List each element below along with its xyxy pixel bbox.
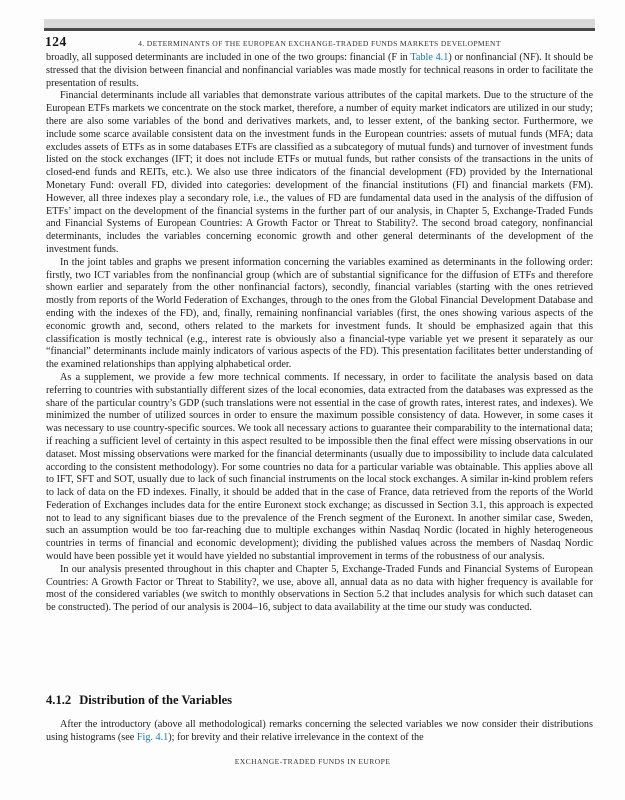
paragraph-supplement: As a supplement, we provide a few more technical comments. If necessary, in order to facilitate the analysis based on data referring to countries with substantially different sizes of the local economies, data extracted from the databases was expressed as the share of the particular country’s GDP (such translations were not essential in the case of growth rates, interest rates, and indexes). We minimized the number of utilized sources in order to ensure the maximum possible consistency of data. However, in some cases it was necessary to use country-specific sources. We took all necessary actions to guarantee their comparability to the international data; if reaching a sufficient level of certainty in this aspect resulted to be impossible then the final effect were missing observations in our dataset. Most missing observations were marked for the financial determinants (usually due to impossibility to include data calculated according to the consistent methodology). For some countries no data for a particular variable was obtainable. This applies above all to IFT, SFT and SOT, usually due to lack of such financial instruments on the local stock exchanges. A similar in-kind problem refers to lack of data on the FD indexes. Finally, it should be added that in the case of France, data retrieved from the reports of the World Federation of Exchanges includes data for the entire Euronext stock exchange; as discussed in Section 3.1, this approach is expected not to lead to any significant biases due to the prevalence of the French segment of the Euronext. In another similar case, Sweden, such an assumption would be too far-reaching due to multiple exchanges within Nasdaq Nordic (located in highly heterogeneous countries in terms of financial and economic development); dividing the published values across the members of Nasdaq Nordic would have been possible yet it would have yielded no substantial improvement in terms of the robustness of our analysis. — [46, 371, 593, 563]
table-4-1-link[interactable]: Table 4.1 — [410, 52, 449, 63]
body-text — [46, 52, 593, 615]
section-4-1-2 — [46, 694, 593, 744]
paragraph-text: broadly, all supposed determinants are included in one of the two groups: financial (F in — [46, 52, 411, 63]
paragraph-continuation — [46, 52, 593, 90]
paragraph-distribution-intro — [46, 719, 593, 745]
running-head: 4. DETERMINANTS OF THE EUROPEAN EXCHANGE-TRADED FUNDS MARKETS DEVELOPMENT — [138, 39, 501, 48]
paragraph-joint-tables: In the joint tables and graphs we present information concerning the variables examined as determinants in the following order: firstly, two ICT variables from the nonfinancial group (which are of substantial significance for the diffusion of ETFs and therefore shown earlier and separately from the other nonfinancial factors), secondly, financial variables (starting with the ones retrieved mostly from reports of the World Federation of Exchanges, through to the ones from the Global Financial Development Database and ending with the indexes of the FD), and, finally, remaining nonfinancial variables (first, the ones showing various aspects of the economic growth and, second, others related to the markets for investment funds. It should be emphasized again that this classification is mostly technical (e.g., interest rate is obviously also a financial-type variable yet we present it separately as our “financial” determinants include mainly indicators of various aspects of the FD). This presentation facilitates better understanding of the examined relationships than applying alphabetical order. — [46, 256, 593, 371]
paragraph-text: After the introductory (above all methodological) remarks concerning the selected variables we now consider their distributions using histograms (see — [46, 718, 593, 743]
section-title: Distribution of the Variables — [79, 693, 233, 707]
header-bar — [44, 19, 595, 31]
section-number: 4.1.2 — [46, 693, 72, 707]
running-footer: EXCHANGE-TRADED FUNDS IN EUROPE — [234, 757, 391, 766]
paragraph-text: ) or nonfinancial (NF). It should be stressed that the division between financial and nonfinancial variables was made mostly for technical reasons in order to facilitate the presentation of results. — [46, 52, 593, 89]
paragraph-financial-determinants: Financial determinants include all variables that demonstrate various attributes of the capital markets. Due to the structure of the European ETFs markets we concentrate on the stock market, therefore, a number of equity market indicators are utilized in our study; there are also some variables of the bond and derivatives markets, and, to lesser extent, of the banking sector. Furthermore, we include some scarce available consistent data on the investment funds in the European countries: assets of mutual funds (MFA; data excludes assets of ETFs as in some databases ETFs are classified as a subcategory of mutual funds) and turnover of investment funds listed on the stock exchanges (IFT; it does not include ETFs or mutual funds, but rather consists of the transactions in the units of closed-end funds and REITs, etc.). We also use three indicators of the financial development (FD) provided by the International Monetary Fund: overall FD, divided into categories: development of the financial institutions (FI) and financial markets (FM). However, all three indexes play a secondary role, i.e., the values of FD are fundamental data used in the analysis of the diffusion of ETFs’ impact on the development of the financial systems in the further part of our analysis, in Chapter 5, Exchange-Traded Funds and Financial Systems of European Countries: A Growth Factor or Threat to Stability?. The second broad category, nonfinancial determinants, includes the variables concerning economic growth and other general determinants of the development of the investment funds. — [46, 90, 593, 255]
fig-4-1-link[interactable]: Fig. 4.1 — [136, 731, 169, 743]
page-number: 124 — [45, 34, 67, 49]
paragraph-text: ); for brevity and their relative irrelevance in the context of the — [168, 731, 424, 743]
page-header — [44, 35, 595, 50]
section-heading — [46, 694, 593, 707]
paragraph-analysis-period: In our analysis presented throughout in this chapter and Chapter 5, Exchange-Traded Funds and Financial Systems of European Countries: A Growth Factor or Threat to Stability?, we use, above all, annual data as no data with higher frequency is available for most of the considered variables (we switch to monthly observations in Section 5.2 that includes analysis for which such dataset can be constructed). The period of our analysis is 2004–16, subject to data availability at the time our study was conducted. — [46, 563, 593, 614]
